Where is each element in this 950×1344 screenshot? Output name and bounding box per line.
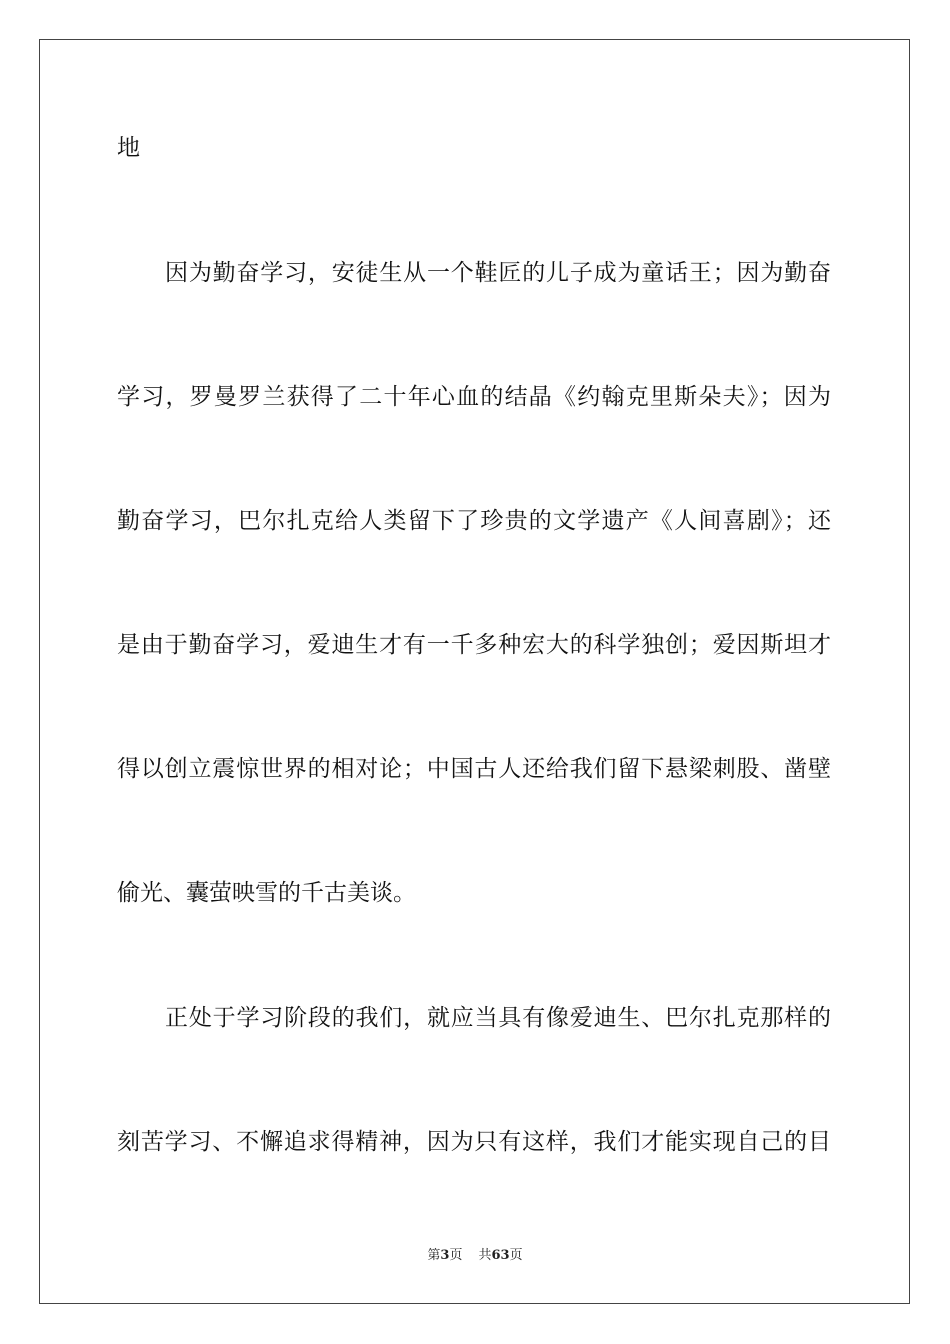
text-line-6: 得以创立震惊世界的相对论；中国古人还给我们留下悬梁刺股、凿壁: [117, 756, 831, 782]
text-line-7: 偷光、囊萤映雪的千古美谈。: [117, 880, 416, 906]
page-number: 3: [440, 1248, 450, 1263]
total-suffix: 页: [509, 1248, 523, 1263]
text-line-2: 因为勤奋学习，安徒生从一个鞋匠的儿子成为童话王；因为勤奋: [165, 260, 831, 286]
total-pages: 63: [491, 1248, 510, 1263]
text-line-1: 地: [117, 135, 140, 161]
text-line-8: 正处于学习阶段的我们，就应当具有像爱迪生、巴尔扎克那样的: [165, 1005, 831, 1031]
page-prefix: 第: [427, 1248, 441, 1263]
text-line-3: 学习，罗曼罗兰获得了二十年心血的结晶《约翰克里斯朵夫》；因为: [117, 384, 831, 410]
text-line-5: 是由于勤奋学习，爱迪生才有一千多种宏大的科学独创；爱因斯坦才: [117, 632, 831, 658]
page-suffix: 页: [449, 1248, 463, 1263]
page-border: [39, 39, 910, 1304]
page-footer: [0, 1247, 950, 1265]
text-line-9: 刻苦学习、不懈追求得精神，因为只有这样，我们才能实现自己的目: [117, 1129, 831, 1155]
text-line-4: 勤奋学习，巴尔扎克给人类留下了珍贵的文学遗产《人间喜剧》；还: [117, 508, 831, 534]
total-prefix: 共: [478, 1248, 492, 1263]
